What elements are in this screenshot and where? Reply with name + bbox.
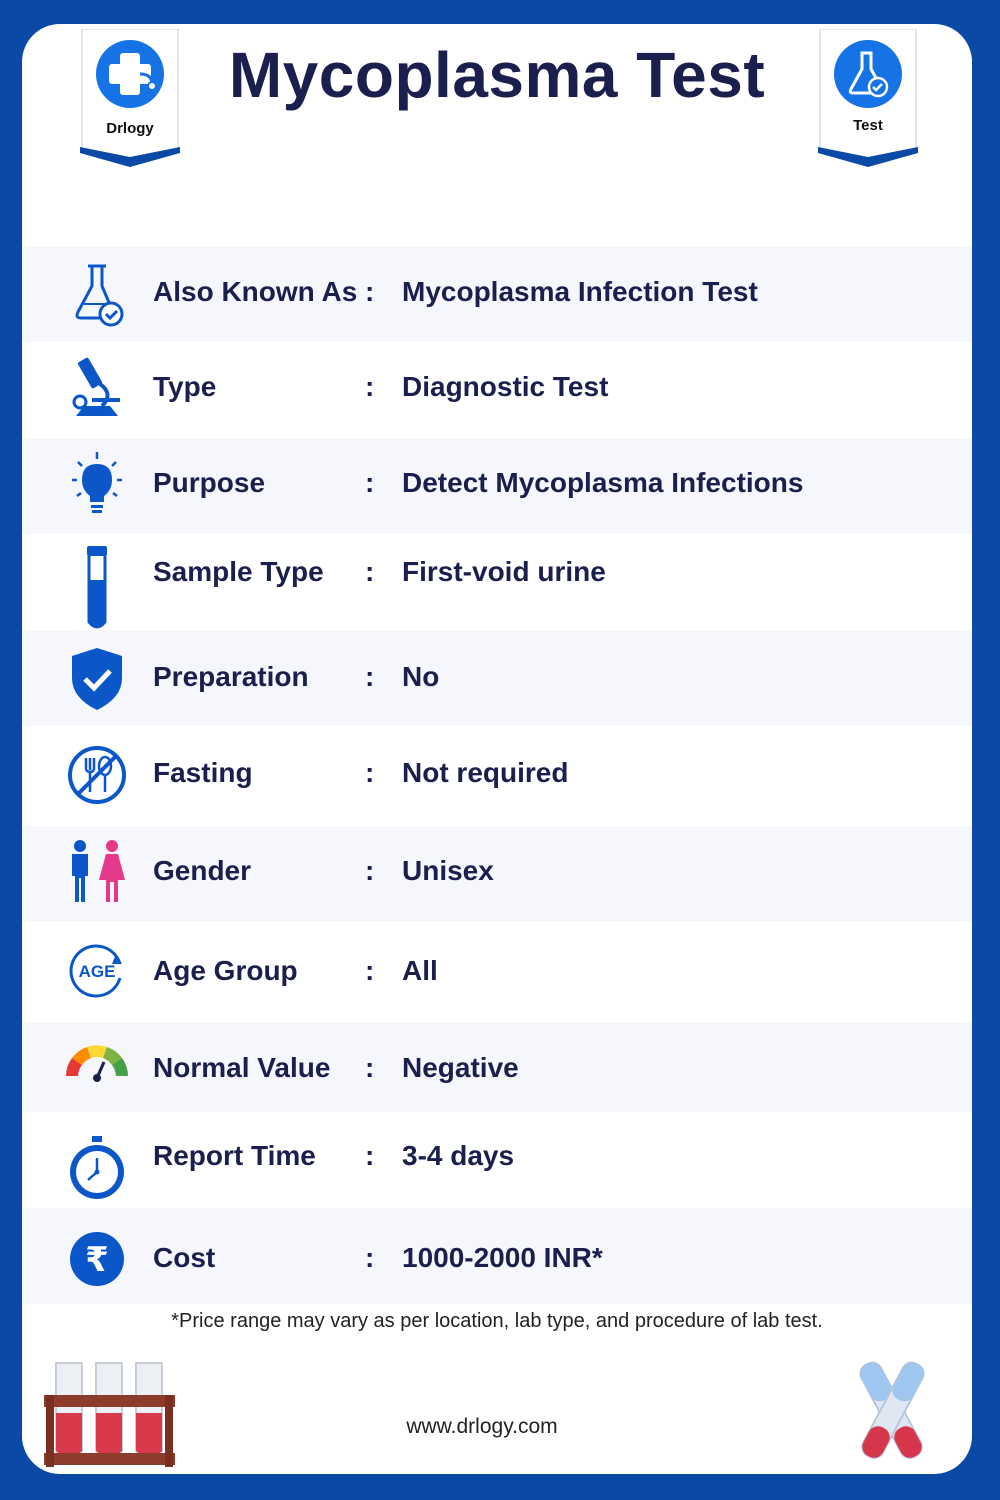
male-female-icon	[62, 838, 132, 908]
gauge-icon	[62, 1032, 132, 1102]
flask-check-icon	[62, 260, 132, 330]
row-colon: :	[365, 955, 375, 986]
test-tube-icon	[62, 544, 132, 632]
row-value: Not required	[402, 757, 569, 788]
row-label: Report Time	[153, 1140, 316, 1171]
svg-text:AGE: AGE	[78, 962, 116, 981]
row-colon: :	[365, 467, 375, 498]
row-type	[22, 342, 972, 438]
crossed-vials-icon	[847, 1354, 937, 1469]
stopwatch-icon	[62, 1134, 132, 1204]
row-colon: :	[365, 1052, 375, 1083]
info-card	[22, 24, 972, 1474]
row-report-time	[22, 1112, 972, 1208]
test-badge	[818, 29, 918, 169]
price-footnote: *Price range may vary as per location, lab type, and procedure of lab test.	[171, 1310, 823, 1332]
row-label: Sample Type	[153, 556, 324, 587]
website-link[interactable]: www.drlogy.com	[406, 1415, 558, 1438]
row-colon: :	[365, 556, 375, 587]
row-label: Cost	[153, 1242, 216, 1273]
drlogy-badge-label: Drlogy	[106, 120, 154, 137]
row-gender	[22, 826, 972, 922]
row-value: 3-4 days	[402, 1140, 515, 1171]
rupee-icon	[62, 1224, 132, 1294]
row-age-group	[22, 922, 972, 1022]
row-label: Also Known As	[153, 276, 358, 307]
row-label: Gender	[153, 855, 252, 886]
row-colon: :	[365, 1242, 375, 1273]
row-preparation	[22, 630, 972, 726]
flask-check-icon	[818, 29, 918, 169]
row-value: No	[402, 661, 440, 692]
row-colon: :	[365, 1140, 375, 1171]
row-purpose	[22, 438, 972, 534]
row-value: 1000-2000 INR*	[402, 1242, 603, 1273]
row-value: First-void urine	[402, 556, 606, 587]
row-label: Type	[153, 371, 217, 402]
row-also-known-as	[22, 246, 972, 342]
row-colon: :	[365, 661, 375, 692]
shield-check-icon	[62, 644, 132, 714]
row-normal-value	[22, 1022, 972, 1112]
row-cost	[22, 1208, 972, 1304]
row-colon: :	[365, 757, 375, 788]
row-colon: :	[365, 855, 375, 886]
row-value: Negative	[402, 1052, 519, 1083]
lightbulb-icon	[62, 450, 132, 520]
row-value: Unisex	[402, 855, 494, 886]
row-colon: :	[365, 371, 375, 402]
row-label: Fasting	[153, 757, 253, 788]
row-value: All	[402, 955, 438, 986]
test-badge-label: Test	[853, 117, 883, 134]
row-label: Purpose	[153, 467, 266, 498]
row-value: Mycoplasma Infection Test	[402, 276, 758, 307]
microscope-icon	[62, 354, 132, 424]
row-value: Detect Mycoplasma Infections	[402, 467, 804, 498]
row-label: Preparation	[153, 661, 309, 692]
row-sample-type	[22, 534, 972, 630]
svg-text:₹: ₹	[85, 1240, 109, 1280]
test-tube-rack-icon	[42, 1359, 177, 1469]
page-title: Mycoplasma Test	[228, 39, 766, 111]
row-colon: :	[365, 276, 375, 307]
row-label: Normal Value	[153, 1052, 331, 1083]
row-value: Diagnostic Test	[402, 371, 609, 402]
age-icon	[62, 936, 132, 1006]
row-label: Age Group	[153, 955, 298, 986]
row-fasting	[22, 726, 972, 826]
no-food-icon	[62, 740, 132, 810]
